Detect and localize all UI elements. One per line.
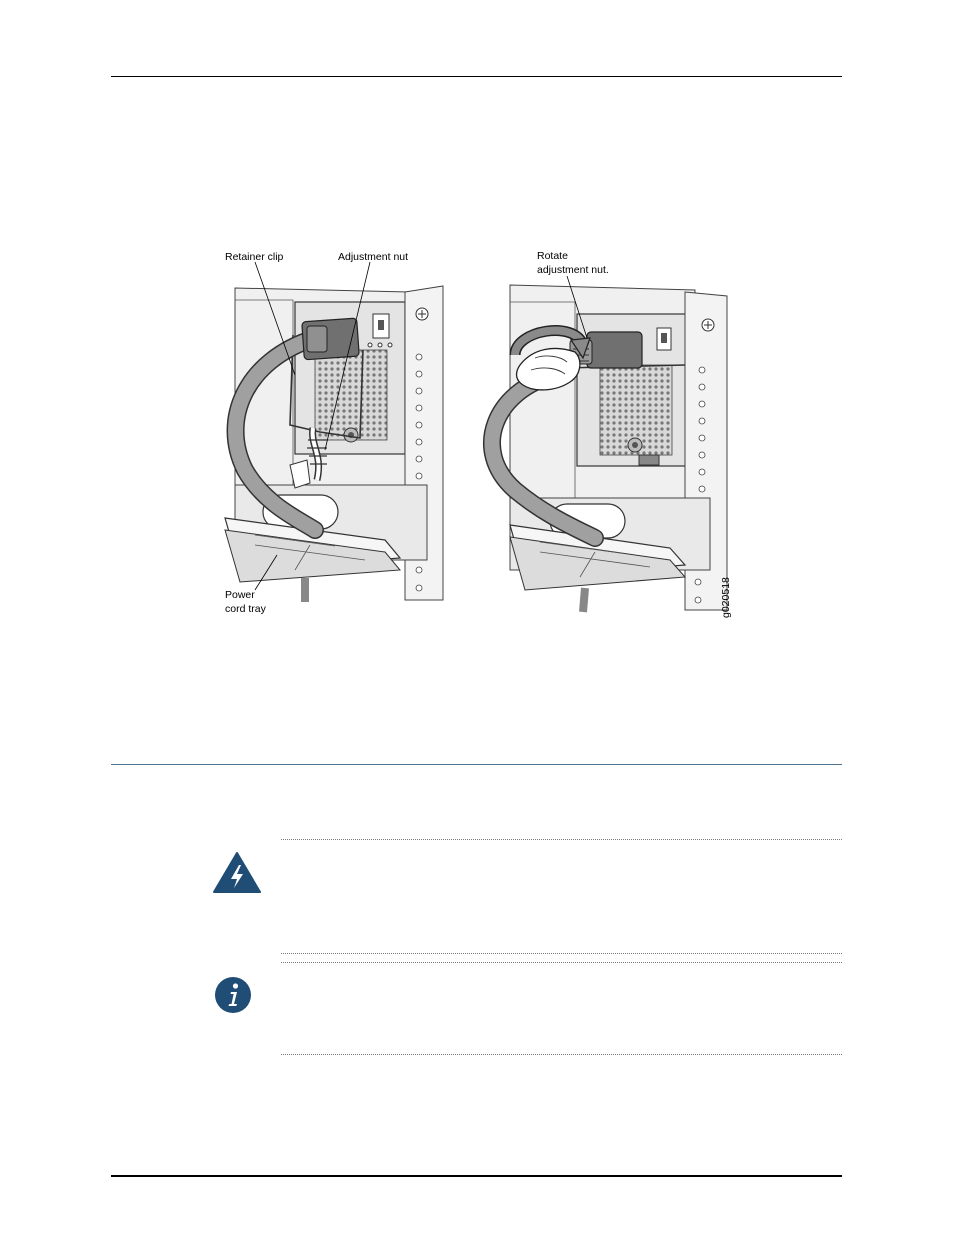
figure-id: g020518 <box>720 577 732 618</box>
callout-retainer-clip: Retainer clip <box>225 251 284 263</box>
callout-rotate-line2: adjustment nut. <box>537 264 609 276</box>
callout-rotate-line1: Rotate <box>537 250 568 262</box>
callout-power-line1: Power <box>225 589 255 601</box>
footer-rule <box>111 1175 842 1177</box>
warning-top-rule <box>281 839 842 840</box>
note-bottom-rule <box>281 1054 842 1055</box>
callout-power-line2: cord tray <box>225 603 266 615</box>
header-rule <box>111 76 842 77</box>
warning-bottom-rule <box>281 953 842 954</box>
warning-lightning-icon <box>212 851 262 895</box>
info-icon <box>214 976 252 1014</box>
left-panel-illustration <box>225 262 443 602</box>
callout-adjustment-nut: Adjustment nut <box>338 251 409 263</box>
power-cord-retainer-figure <box>215 240 745 625</box>
note-top-rule <box>281 962 842 963</box>
right-panel-illustration <box>492 276 727 612</box>
section-divider <box>111 764 842 765</box>
